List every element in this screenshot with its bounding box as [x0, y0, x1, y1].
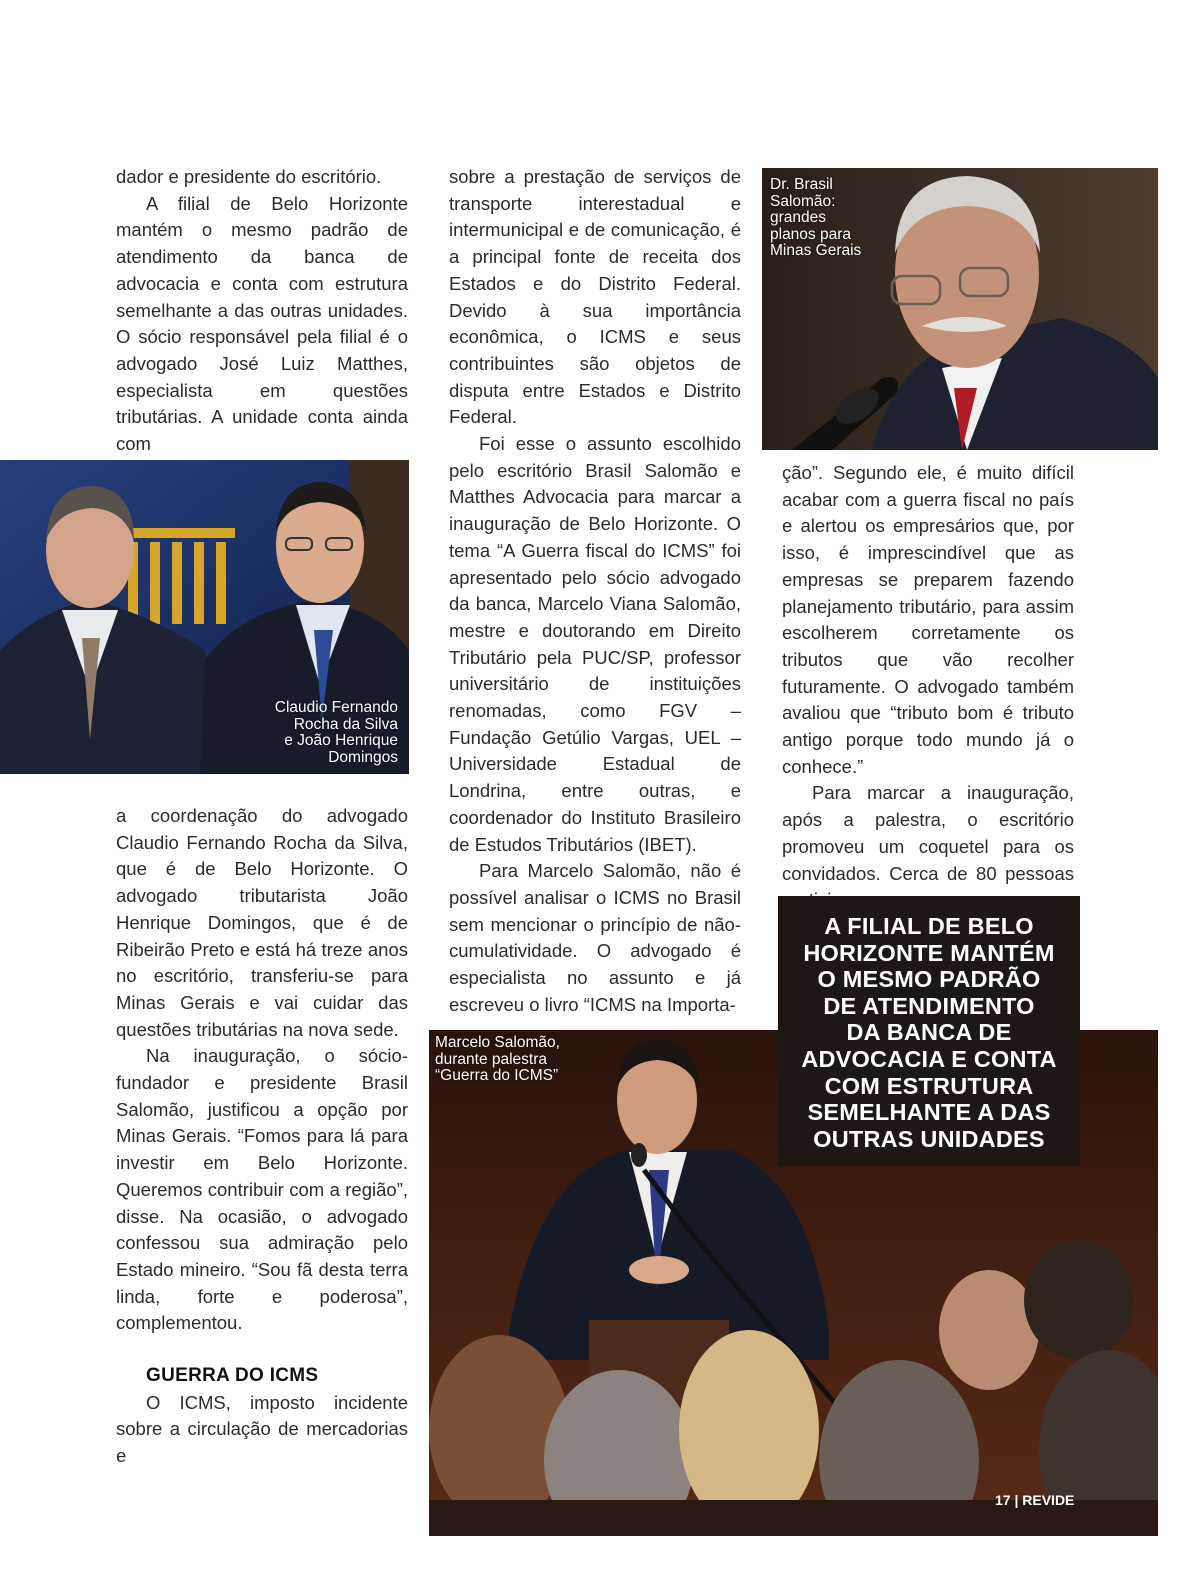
pull-quote-line: HORIZONTE MANTÉM	[803, 939, 1055, 966]
pull-quote-line: A FILIAL DE BELO	[824, 913, 1034, 939]
caption-line: Claudio Fernando	[274, 699, 398, 716]
column-1-top	[116, 164, 408, 458]
subheading: GUERRA DO ICMS	[146, 1365, 319, 1387]
caption-line: Minas Gerais	[770, 242, 862, 259]
column-2	[449, 164, 741, 1019]
caption-line: durante palestra	[435, 1050, 548, 1068]
paragraph: Foi esse o assunto escolhido pelo escritório Brasil Salomão e Matthes Advocacia para marcar a inauguração de Belo Horizonte. O tema “A Guerra fiscal do ICMS” foi apresentado pelo sócio advogado da banca, Marcelo Viana Salomão, mestre e doutorando em Direito Tributário pela PUC/SP, professor universitário de instituições renomadas, como FGV – Fundação Getúlio Vargas, UEL – Universidade Estadual de Londrina, entre outras, e coordenador do Instituto Brasileiro de Estudos Tributários (IBET).	[449, 433, 741, 855]
pull-quote-line: O MESMO PADRÃO	[817, 966, 1041, 993]
caption-line: planos para	[770, 225, 852, 243]
paragraph: a coordenação do advogado Claudio Fernando Rocha da Silva, que é de Belo Horizonte. O advogado tributarista João Henrique Domingos, que é de Ribeirão Preto e está há treze anos no escritório, transferiu-se para Minas Gerais e vai cuidar das questões tributárias na nova sede.	[116, 805, 408, 1040]
caption-line: “Guerra do ICMS”	[435, 1067, 559, 1084]
pull-quote-line: DA BANCA DE	[846, 1019, 1012, 1046]
caption-line: e João Henrique	[284, 732, 398, 749]
paragraph: A filial de Belo Horizonte mantém o mesmo padrão de atendimento da banca de advocacia e conta com estrutura semelhante a das outras unidades. O sócio responsável pela filial é o advogado José Luiz Matthes, especialista em questões tributárias. A unidade conta ainda com	[116, 192, 408, 455]
caption-brasil-salomao	[770, 177, 880, 260]
pull-quote-line: COM ESTRUTURA	[824, 1072, 1034, 1099]
caption-claudio-joao	[232, 700, 398, 766]
paragraph: Na inauguração, o sócio-fundador e presidente Brasil Salomão, justificou a opção por Minas Gerais. “Fomos para lá para investir em Belo Horizonte. Queremos contribuir com a região”, disse. Na ocasião, o advogado confessou sua admiração pelo Estado mineiro. “Sou fã desta terra linda, forte e poderosa”, complementou.	[116, 1045, 408, 1334]
paragraph-text: Para marcar a inauguração, após a palestra, o escritório promoveu um coquetel para os convidados. Cerca de 80 pessoas	[782, 782, 1074, 884]
caption-marcelo-salomao	[435, 1035, 595, 1085]
page-number: 17 | REVIDE	[995, 1492, 1075, 1508]
caption-line: Salomão:	[770, 192, 836, 210]
column-1-bottom	[116, 803, 408, 1470]
pull-quote	[778, 896, 1080, 1166]
pull-quote-line: DE ATENDIMENTO	[823, 992, 1035, 1019]
paragraph: ção”. Segundo ele, é muito difícil acabar com a guerra fiscal no país e alertou os empresários que, por isso, é imprescindível que as empresas se preparem fazendo planejamento tributário, para assim escolherem corretamente os tributos que vão recolher futuramente. O advogado também avaliou que “tributo bom é tributo antigo porque todo mundo já o conhece.”	[782, 462, 1074, 777]
pull-quote-line: OUTRAS UNIDADES	[813, 1125, 1045, 1152]
caption-line: Marcelo Salomão,	[435, 1034, 560, 1051]
caption-line: grandes	[770, 209, 827, 226]
column-3	[782, 460, 1074, 914]
caption-line: Rocha da Silva	[293, 715, 398, 733]
caption-line: Domingos	[328, 748, 398, 766]
paragraph	[782, 780, 1074, 914]
paragraph: dador e presidente do escritório.	[116, 166, 382, 187]
paragraph: sobre a prestação de serviços de transporte interestadual e intermunicipal e de comunicação, é a principal fonte de receita dos Estados e do Distrito Federal. Devido à sua importância econômica, o ICMS e seus contribuintes são objetos de disputa entre Estados e Distrito Federal.	[449, 166, 741, 428]
pull-quote-line: SEMELHANTE A DAS	[807, 1099, 1051, 1126]
caption-line: Dr. Brasil	[770, 176, 833, 193]
pull-quote-line: ADVOCACIA E CONTA	[801, 1045, 1057, 1072]
paragraph: O ICMS, imposto incidente sobre a circulação de mercadorias e	[116, 1391, 408, 1467]
paragraph: Para Marcelo Salomão, não é possível analisar o ICMS no Brasil sem mencionar o princípio de não-cumulatividade. O advogado é especialista no assunto e já escreveu o livro “ICMS na Importa-	[449, 860, 741, 1015]
